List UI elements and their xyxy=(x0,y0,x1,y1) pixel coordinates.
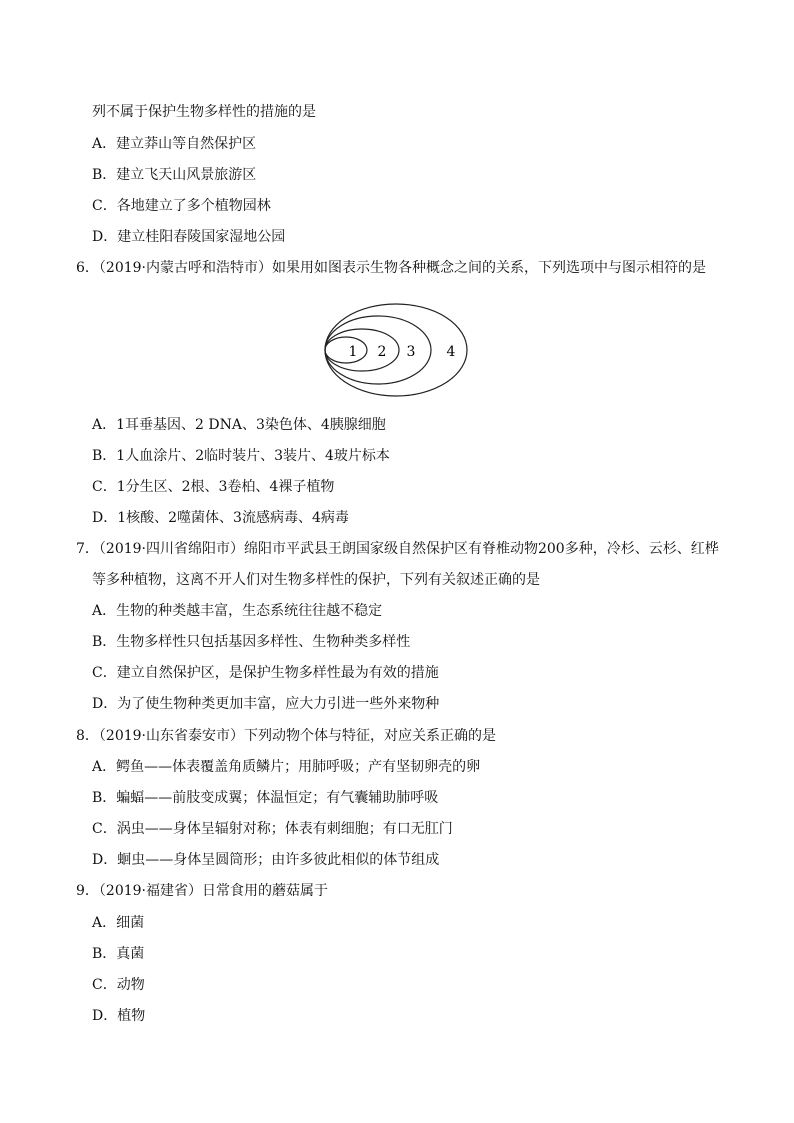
option-d: D．1核酸、2噬菌体、3流感病毒、4病毒 xyxy=(92,510,349,526)
option-d: D．建立桂阳春陵国家湿地公园 xyxy=(92,229,286,245)
label-2: 2 xyxy=(377,344,387,360)
option-d: D．为了使生物种类更加丰富，应大力引进一些外来物种 xyxy=(92,696,440,712)
option-c: C．1分生区、2根、3卷柏、4裸子植物 xyxy=(92,479,335,495)
option-a: A．鳄鱼——体表覆盖角质鳞片；用肺呼吸；产有坚韧卵壳的卵 xyxy=(92,759,481,775)
option-c: C．动物 xyxy=(92,977,145,993)
option-a: A．建立莽山等自然保护区 xyxy=(92,136,257,152)
option-a: A．生物的种类越丰富，生态系统往往越不稳定 xyxy=(92,603,383,619)
label-3: 3 xyxy=(406,344,416,360)
option-b: B．真菌 xyxy=(92,946,145,962)
option-b: B．生物多样性只包括基因多样性、生物种类多样性 xyxy=(92,634,411,650)
question-7-stem: 7．（2019·四川省绵阳市）绵阳市平武县王朗国家级自然保护区有脊椎动物200多种，冷杉、云杉、红桦 xyxy=(76,541,719,557)
nested-ellipses-diagram xyxy=(322,302,472,398)
option-c: C．涡虫——身体呈辐射对称；体表有刺细胞；有口无肛门 xyxy=(92,821,453,837)
option-b: B．1人血涂片、2临时装片、3装片、4玻片标本 xyxy=(92,448,390,464)
question-9-stem: 9．（2019·福建省）日常食用的蘑菇属于 xyxy=(76,883,328,899)
label-4: 4 xyxy=(446,344,456,360)
question-stem: 列不属于保护生物多样性的措施的是 xyxy=(92,104,316,120)
option-a: A．细菌 xyxy=(92,915,145,931)
option-a: A．1耳垂基因、2 DNA、3染色体、4胰腺细胞 xyxy=(92,417,386,433)
question-7-stem-cont: 等多种植物，这离不开人们对生物多样性的保护，下列有关叙述正确的是 xyxy=(92,572,540,588)
option-b: B．建立飞天山风景旅游区 xyxy=(92,167,257,183)
option-b: B．蝙蝠——前肢变成翼；体温恒定；有气囊辅助肺呼吸 xyxy=(92,790,439,806)
option-c: C．各地建立了多个植物园林 xyxy=(92,198,271,214)
option-d: D．蛔虫——身体呈圆筒形；由许多彼此相似的体节组成 xyxy=(92,852,440,868)
option-c: C．建立自然保护区，是保护生物多样性最为有效的措施 xyxy=(92,665,439,681)
ellipse-2 xyxy=(325,329,399,371)
option-d: D．植物 xyxy=(92,1008,146,1024)
question-6-stem: 6．（2019·内蒙古呼和浩特市）如果用如图表示生物各种概念之间的关系，下列选项中与图示相符的是 xyxy=(76,260,706,276)
question-8-stem: 8．（2019·山东省泰安市）下列动物个体与特征，对应关系正确的是 xyxy=(76,728,496,744)
ellipse-1 xyxy=(325,337,367,363)
label-1: 1 xyxy=(348,344,358,360)
